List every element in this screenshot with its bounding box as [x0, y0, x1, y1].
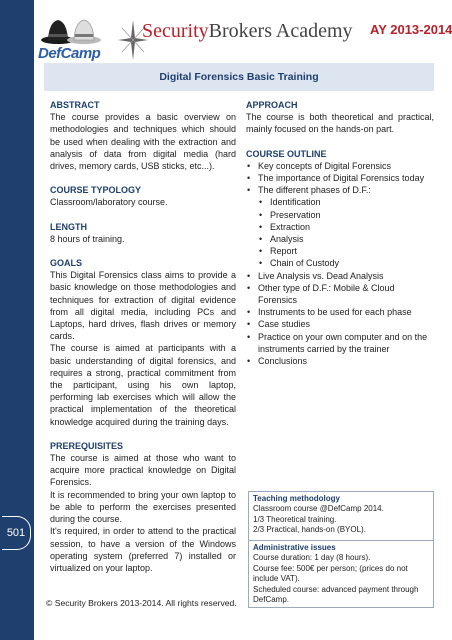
list-item: • Instruments to be used for each phase	[246, 306, 434, 318]
hat-icon	[40, 12, 104, 46]
copyright: © Security Brokers 2013-2014. All rights reserved.	[46, 598, 237, 608]
brand-brokers: Brokers	[208, 20, 272, 42]
goals-text-2: The course is aimed at participants with a basic understanding of digital forensics, and requires a strong, practical commitment from the participant, using his own laptop, performing lab exercises which will allow the practical implementation of the theoretical knowledge acquired during the training days.	[50, 343, 236, 427]
admin-heading: Administrative issues	[253, 543, 336, 552]
typology-heading: COURSE TYPOLOGY	[50, 185, 142, 196]
list-item: • The different phases of D.F.:	[246, 184, 434, 196]
list-item: • The importance of Digital Forensics today	[246, 172, 434, 184]
list-item: • Case studies	[246, 318, 434, 330]
approach-text: The course is both theoretical and practical, mainly focused on the hands-on part.	[246, 112, 434, 135]
list-item: • Preservation	[246, 209, 434, 221]
defcamp-text: DefCamp	[38, 45, 101, 62]
admin-line: Course duration: 1 day (8 hours).	[253, 553, 371, 563]
brand-security: Security	[142, 20, 209, 42]
brand-name	[142, 20, 353, 43]
teaching-line: Classroom course @DefCamp 2014.	[253, 504, 384, 514]
goals-heading: GOALS	[50, 258, 83, 269]
abstract-heading: ABSTRACT	[50, 100, 100, 110]
teaching-methodology-box	[248, 491, 434, 541]
admin-line: Scheduled course: advanced payment through DefCamp.	[253, 584, 419, 605]
list-item: • Practice on your own computer and on the instruments carried by the trainer	[246, 331, 434, 355]
list-item: • Analysis	[246, 233, 434, 245]
prerequisites-text-3: It's required, in order to attend to the practical session, to have a version of the Windows operating system (preferred 7) installed or virtualized on your laptop.	[50, 526, 236, 573]
defcamp-logo	[36, 12, 106, 64]
admin-line: Course fee: 500€ per person; (prices do not include VAT).	[253, 563, 408, 584]
teaching-line: 2/3 Practical, hands-on (BYOL).	[253, 525, 366, 535]
teaching-line: 1/3 Theoretical training.	[253, 514, 337, 524]
sidebar	[0, 0, 34, 640]
title-bar	[44, 63, 434, 91]
academic-year: AY 2013-2014	[370, 22, 452, 37]
outline-list	[246, 160, 434, 197]
list-item: • Key concepts of Digital Forensics	[246, 160, 434, 172]
administrative-issues-box	[248, 540, 434, 608]
length-text: 8 hours of training.	[50, 233, 125, 244]
list-item: • Chain of Custody	[246, 257, 434, 269]
goals-text-1: This Digital Forensics class aims to provide a basic knowledge on those methodologies and techniques for extraction of digital evidence from all digital media, including PCs and Laptops, hard drives, flash drives or memory cards.	[50, 270, 236, 342]
outline-list-continued	[246, 270, 434, 368]
abstract-text: The course provides a basic overview on methodologies and techniques which should be used when dealing with the extraction and analysis of data from digital media (hard drives, memory cards, USB sticks, etc...).	[50, 112, 236, 172]
right-column	[246, 99, 434, 367]
page-title: Digital Forensics Basic Training	[159, 71, 319, 83]
prerequisites-text-1: The course is aimed at those who want to acquire more practical knowledge on Digital Forensics.	[50, 453, 236, 488]
length-heading: LENGTH	[50, 221, 87, 232]
prerequisites-heading: PREREQUISITES	[50, 440, 124, 451]
phases-list	[246, 196, 434, 269]
outline-heading: COURSE OUTLINE	[246, 148, 327, 159]
list-item: • Identification	[246, 196, 434, 208]
typology-text: Classroom/laboratory course.	[50, 197, 168, 208]
list-item: • Live Analysis vs. Dead Analysis	[246, 270, 434, 282]
page-number: 501	[2, 516, 31, 550]
left-column	[50, 99, 236, 574]
list-item: • Conclusions	[246, 355, 434, 367]
prerequisites-text-2: It is recommended to bring your own laptop to be able to perform the exercises presented during the course.	[50, 489, 236, 525]
approach-heading: APPROACH	[246, 100, 298, 110]
teaching-heading: Teaching methodology	[253, 494, 340, 503]
list-item: • Other type of D.F.: Mobile & Cloud Forensics	[246, 282, 434, 306]
list-item: • Report	[246, 245, 434, 257]
list-item: • Extraction	[246, 221, 434, 233]
security-brokers-logo	[116, 18, 353, 62]
brand-academy: Academy	[275, 20, 353, 42]
